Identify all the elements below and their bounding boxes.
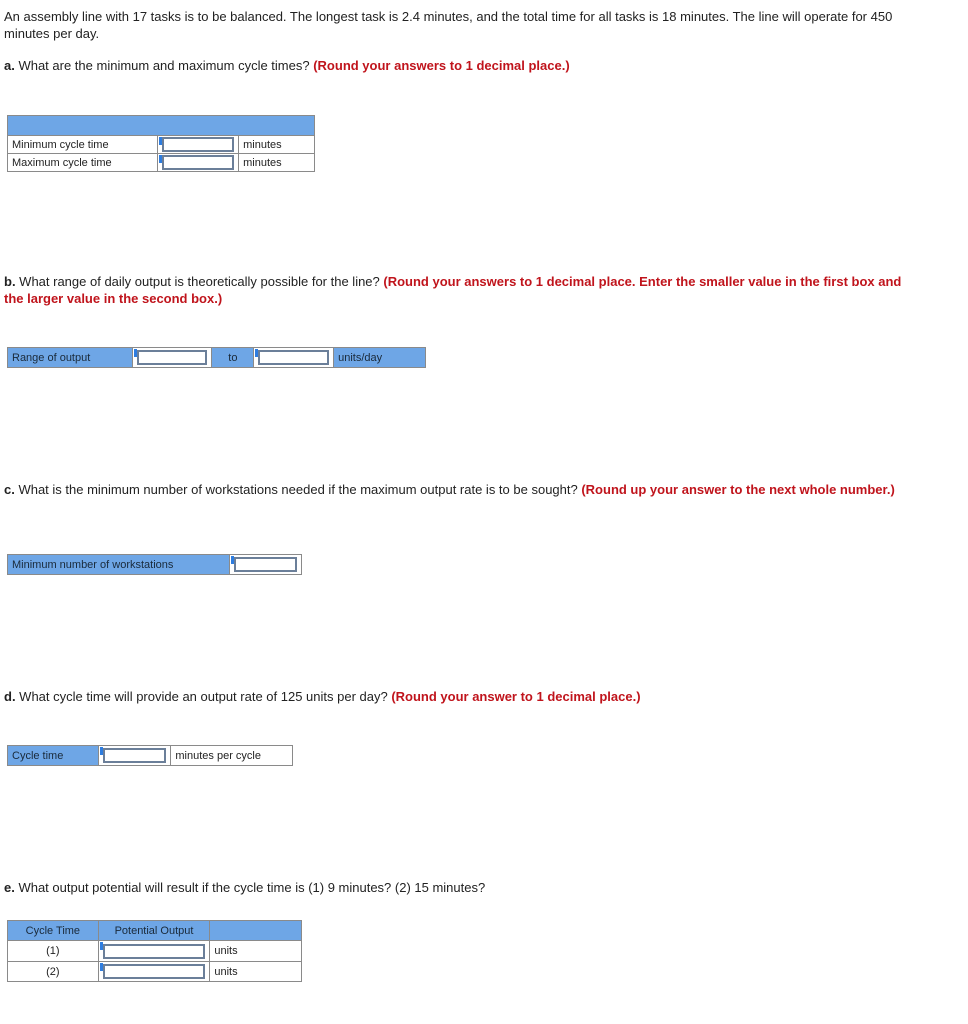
range-low-input[interactable] (137, 350, 208, 365)
output-2-input[interactable] (103, 964, 206, 979)
question-c-lead: c. (4, 482, 15, 497)
question-d (4, 688, 904, 705)
table-e (7, 920, 302, 982)
question-b-lead: b. (4, 274, 16, 289)
table-d (7, 745, 293, 766)
header-potential-output: Potential Output (98, 921, 210, 941)
table-row (8, 941, 302, 962)
question-a-lead: a. (4, 58, 15, 73)
table-a-header (8, 116, 315, 136)
range-output-label: Range of output (8, 348, 133, 368)
row-2-label: (2) (8, 962, 99, 982)
question-c (4, 481, 904, 498)
cycle-time-unit: minutes per cycle (171, 746, 293, 766)
table-row (8, 154, 315, 172)
output-1-input[interactable] (103, 944, 206, 959)
problem-intro: An assembly line with 17 tasks is to be balanced. The longest task is 2.4 minutes, and the total time for all tasks is 18 minutes. The line will operate for 450 minutes per day. (4, 9, 893, 41)
question-e-lead: e. (4, 880, 15, 895)
row-1-unit: units (210, 941, 302, 962)
range-to-label: to (212, 348, 254, 368)
row-1-label: (1) (8, 941, 99, 962)
min-workstations-label: Minimum number of workstations (8, 555, 230, 575)
header-cycle-time: Cycle Time (8, 921, 99, 941)
input-flag-icon (100, 963, 103, 971)
question-a-text: What are the minimum and maximum cycle times? (14, 58, 314, 73)
table-row (8, 962, 302, 982)
min-workstations-input[interactable] (234, 557, 297, 572)
table-a (7, 115, 315, 172)
range-high-input[interactable] (258, 350, 329, 365)
question-a-instruction: (Round your answers to 1 decimal place.) (313, 58, 570, 73)
input-flag-icon (231, 556, 234, 564)
question-c-text: What is the minimum number of workstations needed if the maximum output rate is to be sought? (14, 482, 582, 497)
input-flag-icon (159, 137, 162, 145)
table-c (7, 554, 302, 575)
input-flag-icon (100, 942, 103, 950)
input-flag-icon (134, 349, 137, 357)
question-c-instruction: (Round up your answer to the next whole number.) (581, 482, 895, 497)
table-b (7, 347, 426, 368)
min-cycle-unit: minutes (239, 136, 315, 154)
cycle-time-label: Cycle time (8, 746, 99, 766)
min-cycle-label: Minimum cycle time (8, 136, 158, 154)
input-flag-icon (100, 747, 103, 755)
row-2-unit: units (210, 962, 302, 982)
table-row (8, 348, 426, 368)
question-d-lead: d. (4, 689, 16, 704)
table-row (8, 746, 293, 766)
input-flag-icon (159, 155, 162, 163)
table-header-row (8, 921, 302, 941)
question-e-text: What output potential will result if the cycle time is (1) 9 minutes? (2) 15 minutes? (14, 880, 486, 895)
input-flag-icon (255, 349, 258, 357)
question-b-text: What range of daily output is theoretically possible for the line? (15, 274, 384, 289)
question-d-instruction: (Round your answer to 1 decimal place.) (391, 689, 641, 704)
table-row (8, 136, 315, 154)
max-cycle-label: Maximum cycle time (8, 154, 158, 172)
question-b (4, 273, 904, 307)
max-cycle-unit: minutes (239, 154, 315, 172)
question-a (4, 57, 904, 74)
question-d-text: What cycle time will provide an output rate of 125 units per day? (15, 689, 392, 704)
header-blank (210, 921, 302, 941)
min-cycle-input[interactable] (162, 137, 234, 152)
max-cycle-input[interactable] (162, 155, 234, 170)
range-unit: units/day (334, 348, 426, 368)
cycle-time-input[interactable] (103, 748, 167, 763)
table-row (8, 555, 302, 575)
question-b-instruction: (Round your answers to 1 decimal place. Enter the smaller value in the first box and the larger value in the second box.) (4, 274, 902, 306)
question-e (4, 879, 904, 896)
